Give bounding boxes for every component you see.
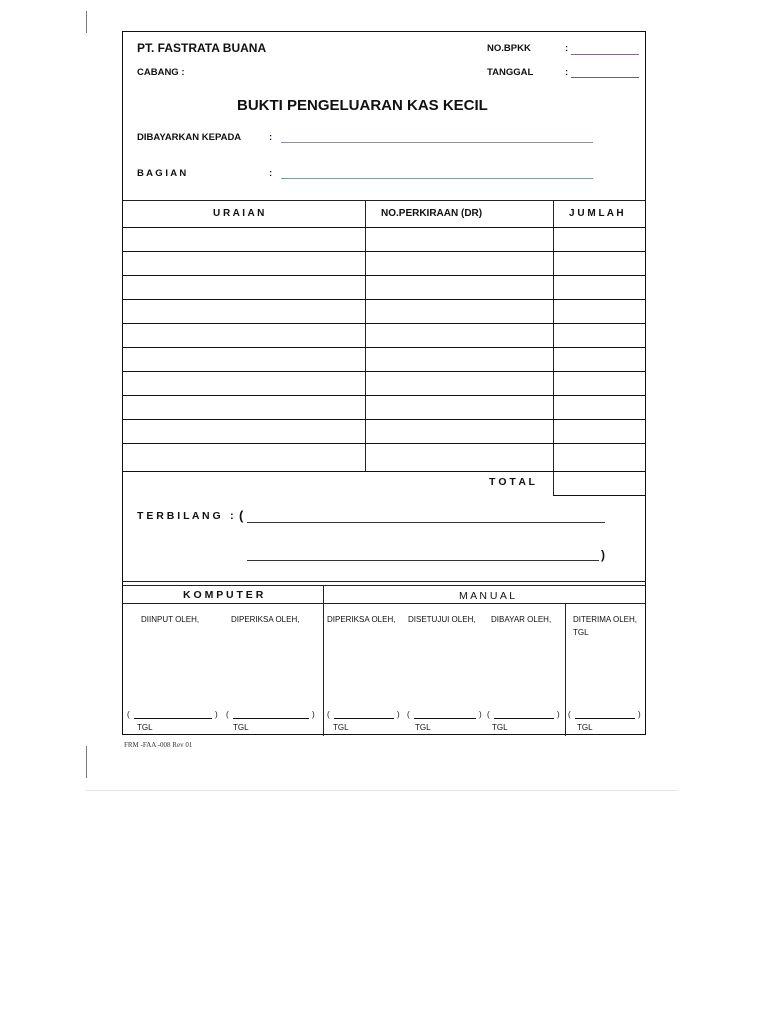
amount-in-words-line-2[interactable] [247,560,599,561]
date-label: TANGGAL [487,67,534,78]
signature-close-paren: ) [557,710,560,719]
signature-line-approved-by[interactable] [414,718,476,719]
table-row-line [123,251,645,252]
amount-in-words-close-paren: ) [601,548,605,562]
department-label: B A G I A N [137,168,187,179]
amount-in-words-colon: : [230,510,234,522]
paid-to-colon: : [269,132,273,143]
signature-top-border-2 [123,585,645,586]
table-row-line [123,371,645,372]
signature-role-checked-by-manual: DIPERIKSA OLEH, [327,615,396,624]
signature-line-checked-by-computer[interactable] [233,718,309,719]
computer-section-header: K O M P U T E R [183,589,264,601]
table-row-line [123,395,645,396]
signature-line-paid-by[interactable] [494,718,554,719]
table-row-line [123,443,645,444]
paid-to-field[interactable] [281,142,593,143]
signature-role-received-by: DITERIMA OLEH, [573,615,638,624]
table-row-line [123,299,645,300]
department-colon: : [269,168,273,179]
voucher-number-colon: : [565,43,569,54]
signature-date-label: TGL [577,723,593,732]
receiver-divider [565,603,566,736]
table-top-border [123,200,645,201]
amount-in-words-open-paren: ( [239,508,244,523]
signature-role-checked-by-computer: DIPERIKSA OLEH, [231,615,300,624]
signature-open-paren: ( [226,710,229,719]
signature-line-input-by[interactable] [134,718,212,719]
amount-in-words-line-1[interactable] [247,522,605,523]
table-row-line [123,227,645,228]
signature-role-paid-by: DIBAYAR OLEH, [491,615,552,624]
section-divider [323,585,324,736]
voucher-number-field[interactable] [571,54,639,55]
branch-label: CABANG : [137,67,185,78]
date-field[interactable] [571,77,639,78]
signature-close-paren: ) [479,710,482,719]
signature-date-label: TGL [333,723,349,732]
signature-close-paren: ) [397,710,400,719]
signature-role-input-by: DIINPUT OLEH, [141,615,200,624]
table-row-line [123,419,645,420]
column-header-account-number: NO.PERKIRAAN (DR) [381,208,483,219]
scan-mark-top [86,11,87,33]
signature-date-label: TGL [492,723,508,732]
signature-open-paren: ( [487,710,490,719]
signature-open-paren: ( [127,710,130,719]
total-amount-box[interactable] [553,471,645,496]
signature-line-received-by[interactable] [575,718,635,719]
column-divider-1 [365,200,366,471]
manual-section-header: M A N U A L [459,590,516,602]
signature-open-paren: ( [568,710,571,719]
signature-header-divider [123,603,645,604]
form-title: BUKTI PENGELUARAN KAS KECIL [237,97,488,114]
table-row-line [123,323,645,324]
scan-edge [86,790,678,791]
signature-close-paren: ) [312,710,315,719]
paid-to-label: DIBAYARKAN KEPADA [137,132,242,143]
signature-role-approved-by: DISETUJUI OLEH, [408,615,476,624]
signature-close-paren: ) [215,710,218,719]
date-colon: : [565,67,569,78]
signature-date-label: TGL [137,723,153,732]
signature-close-paren: ) [638,710,641,719]
signature-line-checked-by-manual[interactable] [334,718,394,719]
signature-received-date-label: TGL [573,628,589,637]
department-field[interactable] [281,178,593,179]
scan-mark-bottom [86,746,87,778]
company-name: PT. FASTRATA BUANA [137,41,267,55]
signature-open-paren: ( [327,710,330,719]
total-label: T O T A L [489,476,535,488]
signature-top-border-1 [123,581,645,582]
signature-date-label: TGL [415,723,431,732]
column-header-description: U R A I A N [213,208,265,219]
table-row-line [123,347,645,348]
voucher-number-label: NO.BPKK [487,43,531,54]
petty-cash-voucher-form [122,31,646,735]
column-header-amount: J U M L A H [569,208,624,219]
amount-in-words-label: T E R B I L A N G [137,510,221,522]
signature-open-paren: ( [407,710,410,719]
signature-date-label: TGL [233,723,249,732]
table-row-line [123,275,645,276]
form-code: FRM -FAA -008 Rev 01 [124,741,193,749]
